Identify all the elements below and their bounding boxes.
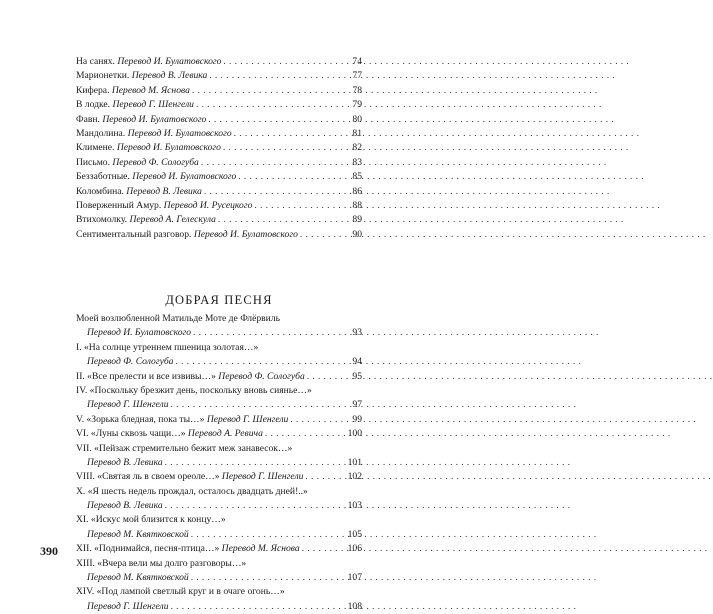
dot-leader (290, 413, 346, 427)
entry-page-number: 101 (347, 456, 362, 468)
entry-text (76, 312, 280, 326)
toc-entry (76, 485, 362, 499)
entry-translator: Перевод И. Русецкого (163, 199, 253, 211)
toc-entry (76, 98, 362, 112)
entry-translator: Перевод М. Яснова (221, 543, 300, 555)
entry-page-number: 94 (352, 356, 362, 368)
entry-translator: Перевод И. Булатовского (117, 56, 222, 67)
entry-text (76, 199, 252, 213)
toc-entry (76, 470, 362, 484)
dot-leader (196, 98, 346, 112)
entry-text (76, 413, 288, 427)
entry-title: XIV. «Под лампой светлый круг и в очаге огонь…» (76, 586, 285, 598)
toc-entry (76, 542, 362, 556)
entry-page-number: 106 (347, 543, 362, 555)
toc-entry (76, 156, 362, 170)
dot-leader (307, 370, 346, 384)
entry-title: X. «Я шесть недель прождал, осталось двадцать дней!..» (76, 485, 308, 497)
toc-entry (76, 170, 362, 184)
dot-leader (265, 427, 346, 441)
toc-entry (76, 341, 362, 355)
entry-translator: Перевод М. Квятковской (87, 572, 189, 584)
entry-text (87, 600, 169, 614)
entry-translator: Перевод Г. Шенгели (206, 413, 289, 425)
entry-text (87, 398, 169, 412)
toc-entry (76, 127, 362, 141)
entry-title: IV. «Поскольку брезжит день, поскольку вновь сиянье…» (76, 384, 312, 396)
dot-leader (223, 141, 346, 155)
entry-page-number: 83 (352, 156, 362, 168)
entry-page-number: 86 (352, 185, 362, 197)
toc-entry (76, 413, 362, 427)
entry-text (76, 156, 199, 170)
dot-leader (191, 528, 346, 542)
entry-translator: Перевод А. Ревича (187, 428, 263, 440)
entry-text (76, 98, 194, 112)
toc-entry (76, 84, 362, 98)
dot-leader (254, 199, 346, 213)
entry-title: VI. «Луны сквозь чащи…» (76, 428, 186, 440)
entry-text (76, 442, 292, 456)
entry-text (76, 513, 226, 527)
entry-page-number: 105 (347, 528, 362, 540)
entry-title: В лодке. (76, 99, 111, 111)
entry-text (87, 355, 173, 369)
dot-leader (218, 213, 346, 227)
entry-title: На санях. (76, 56, 115, 67)
toc-entry (76, 312, 362, 326)
entry-text (76, 370, 305, 384)
toc-entry (76, 355, 362, 369)
entry-page-number: 103 (347, 500, 362, 512)
entry-translator: Перевод И. Булатовского (127, 127, 232, 139)
dot-leader (192, 84, 346, 98)
entry-title: V. «Зорька бледная, пока ты…» (76, 413, 205, 425)
entry-title: VIII. «Святая ль в своем ореоле…» (76, 471, 220, 483)
entry-page-number: 93 (352, 327, 362, 339)
entry-title: Кифера. (76, 84, 110, 96)
entry-page-number: 102 (347, 471, 362, 483)
entry-title: II. «Все прелести и все извивы…» (76, 370, 216, 382)
entry-translator: Перевод В. Левика (126, 185, 202, 197)
entry-text (76, 384, 312, 398)
toc-entry (76, 384, 362, 398)
entry-translator: Перевод И. Булатовского (116, 142, 221, 154)
entry-text (76, 141, 221, 155)
dot-leader (223, 55, 346, 69)
entry-page-number: 107 (347, 572, 362, 584)
entry-text (87, 528, 189, 542)
entry-title: Фавн. (76, 113, 100, 125)
entry-title: Мандолина. (76, 127, 126, 139)
entry-page-number: 99 (352, 413, 362, 425)
entry-text (87, 571, 189, 585)
entry-page-number: 100 (347, 428, 362, 440)
entry-text (87, 499, 163, 513)
dot-leader (209, 69, 346, 83)
entry-text (76, 170, 236, 184)
entry-translator: Перевод И. Булатовского (132, 171, 237, 183)
entry-text (76, 341, 258, 355)
entry-translator: Перевод Г. Шенгели (112, 99, 194, 111)
toc-entry (76, 427, 362, 441)
entry-title: XII. «Поднимайся, песня-птица…» (76, 543, 220, 555)
entry-text (76, 113, 206, 127)
dot-leader (238, 170, 346, 184)
dot-leader (305, 470, 345, 484)
toc-entry (76, 456, 362, 470)
dot-leader (175, 355, 346, 369)
dot-leader (191, 571, 346, 585)
toc-entry (76, 113, 362, 127)
dot-leader (300, 228, 346, 242)
toc-entry (76, 499, 362, 513)
toc-entry (76, 370, 362, 384)
entry-text (76, 69, 207, 83)
entry-page-number: 78 (352, 84, 362, 96)
entry-translator: Перевод И. Булатовского (102, 113, 207, 125)
entry-text (76, 470, 303, 484)
toc-entry (76, 513, 362, 527)
contents-list-dobraya-pesnya (76, 312, 362, 614)
entry-text (76, 228, 298, 242)
toc-entry (76, 326, 362, 340)
entry-title: Коломбина. (76, 185, 124, 197)
entry-title: XI. «Искус мой близится к концу…» (76, 514, 226, 526)
dot-leader (302, 542, 346, 556)
entry-page-number: 81 (352, 127, 362, 139)
entry-text (76, 542, 300, 556)
entry-page-number: 89 (352, 214, 362, 226)
entry-translator: Перевод И. Булатовского (193, 228, 298, 240)
entry-page-number: 95 (352, 370, 362, 382)
toc-entry (76, 398, 362, 412)
toc-entry (76, 69, 362, 83)
entry-title: I. «На солнце утреннем пшеница золотая…» (76, 341, 259, 353)
entry-page-number: 88 (352, 199, 362, 211)
dot-leader (171, 600, 346, 614)
toc-entry (76, 442, 362, 456)
dot-leader (165, 456, 346, 470)
entry-title: Сентиментальный разговор. (76, 228, 192, 240)
dot-leader (204, 185, 346, 199)
contents-list-part1 (76, 55, 362, 242)
toc-entry (76, 213, 362, 227)
entry-translator: Перевод Г. Шенгели (221, 471, 304, 483)
entry-text (76, 55, 221, 69)
dot-leader (208, 113, 346, 127)
toc-entry (76, 228, 362, 242)
entry-title: Марионетки. (76, 70, 130, 82)
entry-page-number: 90 (352, 228, 362, 240)
entry-translator: Перевод И. Булатовского (87, 327, 192, 339)
entry-page-number: 80 (352, 113, 362, 125)
entry-title: Письмо. (76, 156, 110, 168)
entry-page-number: 74 (352, 56, 362, 67)
entry-page-number: 79 (352, 99, 362, 111)
entry-title: Беззаботные. (76, 171, 130, 183)
entry-text (87, 326, 191, 340)
entry-translator: Перевод В. Левика (87, 500, 163, 512)
dot-leader (201, 156, 346, 170)
toc-entry (76, 185, 362, 199)
entry-text (76, 84, 190, 98)
entry-page-number: 85 (352, 171, 362, 183)
toc-entry (76, 55, 362, 69)
entry-translator: Перевод М. Квятковской (87, 528, 189, 540)
entry-page-number: 82 (352, 142, 362, 154)
page-number: 390 (40, 544, 58, 558)
dot-leader (165, 499, 346, 513)
dot-leader (234, 127, 346, 141)
toc-entry (76, 571, 362, 585)
entry-title: Климене. (76, 142, 115, 154)
entry-translator: Перевод Г. Шенгели (87, 600, 169, 612)
toc-entry (76, 199, 362, 213)
entry-translator: Перевод Ф. Сологуба (87, 356, 174, 368)
section-title: ДОБРАЯ ПЕСНЯ (165, 293, 273, 307)
entry-text (87, 456, 163, 470)
entry-text (76, 127, 232, 141)
entry-title: Поверженный Амур. (76, 199, 162, 211)
entry-page-number: 108 (347, 600, 362, 612)
entry-text (76, 427, 263, 441)
entry-page-number: 77 (352, 70, 362, 82)
entry-title: XIII. «Вчера вели мы долго разговоры…» (76, 557, 247, 569)
toc-entry (76, 141, 362, 155)
entry-title: VII. «Пейзаж стремительно бежит меж занавесок…» (76, 442, 293, 454)
entry-title: Моей возлюбленной Матильде Моте де Флёрвиль (76, 313, 280, 324)
entry-translator: Перевод А. Гелескула (129, 214, 216, 226)
toc-entry (76, 600, 362, 614)
dot-leader (171, 398, 347, 412)
dot-leader (193, 326, 346, 340)
entry-translator: Перевод В. Левика (87, 456, 163, 468)
toc-entry (76, 557, 362, 571)
entry-translator: Перевод М. Яснова (111, 84, 190, 96)
toc-entry (76, 585, 362, 599)
toc-entry (76, 528, 362, 542)
entry-translator: Перевод Г. Шенгели (87, 399, 169, 411)
entry-text (76, 185, 202, 199)
entry-text (76, 485, 308, 499)
entry-translator: Перевод Ф. Сологуба (112, 156, 199, 168)
entry-translator: Перевод В. Левика (131, 70, 208, 82)
entry-page-number: 97 (352, 399, 362, 411)
entry-text (76, 585, 285, 599)
entry-text (76, 557, 246, 571)
entry-translator: Перевод Ф. Сологуба (218, 370, 305, 382)
entry-title: Втихомолку. (76, 214, 128, 226)
entry-text (76, 213, 216, 227)
